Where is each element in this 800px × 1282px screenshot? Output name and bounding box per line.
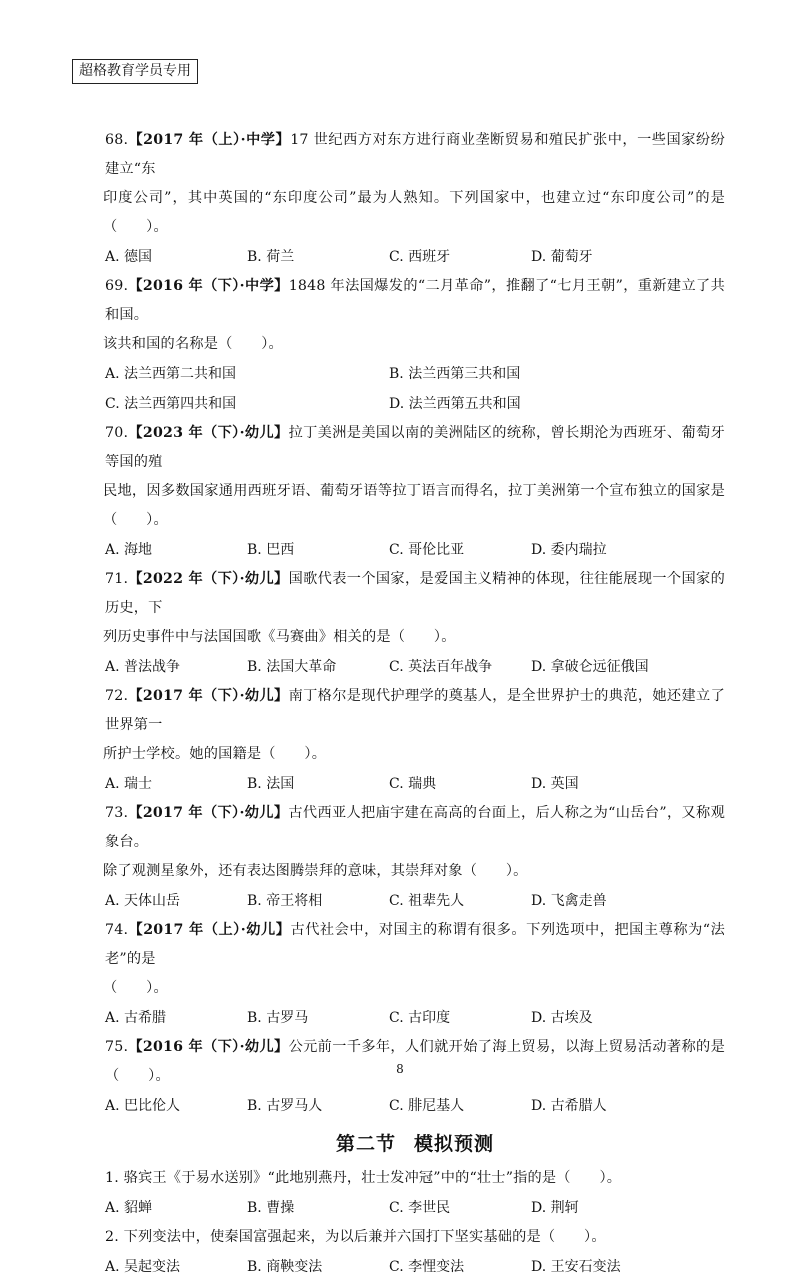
option-d: D. 古埃及 — [531, 1010, 593, 1026]
option-c: C. 古印度 — [389, 1010, 451, 1026]
option-d: D. 飞禽走兽 — [531, 893, 607, 909]
option-b: B. 商鞅变法 — [247, 1259, 323, 1275]
option-c: C. 瑞典 — [389, 776, 437, 792]
question-source-tag: 【2017 年（下）·幼儿】 — [128, 688, 289, 704]
option-a: A. 天体山岳 — [105, 893, 181, 909]
question-number: 71. — [105, 571, 129, 587]
option-d: D. 委内瑞拉 — [531, 542, 607, 558]
option-c: C. 李悝变法 — [389, 1259, 465, 1275]
question-text-continued: 列历史事件中与法国国歌《马赛曲》相关的是（ ）。 — [103, 629, 456, 645]
question-73 — [105, 799, 725, 886]
question-text-continued: 所护士学校。她的国籍是（ ）。 — [103, 746, 327, 762]
options-74 — [105, 1003, 725, 1033]
question-number: 68. — [105, 132, 129, 148]
option-d: D. 葡萄牙 — [531, 249, 593, 265]
watermark-label: 超格教育学员专用 — [72, 59, 198, 84]
question-number: 74. — [105, 922, 129, 938]
option-d: D. 古希腊人 — [531, 1098, 607, 1114]
question-source-tag: 【2022 年（下）·幼儿】 — [128, 571, 289, 587]
option-b: B. 帝王将相 — [247, 893, 323, 909]
options-70 — [105, 535, 725, 565]
options-72 — [105, 769, 725, 799]
section-title — [105, 1124, 725, 1164]
question-text-continued: 民地，因多数国家通用西班牙语、葡萄牙语等拉丁语言而得名，拉丁美洲第一个宣布独立的国家是（ ）。 — [103, 483, 725, 528]
option-c: C. 哥伦比亚 — [389, 542, 465, 558]
options-68 — [105, 242, 725, 272]
option-b: B. 法国大革命 — [247, 659, 337, 675]
option-b: B. 法兰西第三共和国 — [389, 366, 521, 382]
mock-options-1 — [105, 1193, 725, 1223]
options-75 — [105, 1091, 725, 1121]
option-a: A. 法兰西第二共和国 — [105, 366, 237, 382]
question-71 — [105, 565, 725, 652]
question-68 — [105, 126, 725, 242]
option-a: A. 海地 — [105, 542, 153, 558]
option-a: A. 普法战争 — [105, 659, 181, 675]
question-text: 拉丁美洲是美国以南的美洲陆区的统称，曾长期沦为西班牙、葡萄牙等国的殖 — [105, 425, 725, 470]
section-title-part2: 模拟预测 — [414, 1133, 495, 1155]
options-69-row1 — [105, 359, 725, 389]
question-source-tag: 【2017 年（上）·幼儿】 — [128, 922, 291, 938]
question-74 — [105, 916, 725, 1003]
question-text: 公元前一千多年，人们就开始了海上贸易，以海上贸易活动著称的是（ ）。 — [105, 1039, 725, 1084]
question-number: 69. — [105, 278, 129, 294]
question-text: 2. 下列变法中，使秦国富强起来，为以后兼并六国打下坚实基础的是（ ）。 — [105, 1229, 606, 1245]
options-69-row2 — [105, 389, 725, 419]
mock-question-2 — [105, 1223, 725, 1252]
question-number: 70. — [105, 425, 129, 441]
question-text-continued: 印度公司”，其中英国的“东印度公司”最为人熟知。下列国家中，也建立过“东印度公司”的是（ ）。 — [103, 190, 725, 235]
option-a: A. 巴比伦人 — [105, 1098, 181, 1114]
option-b: B. 曹操 — [247, 1200, 295, 1216]
question-source-tag: 【2017 年（上）·中学】 — [128, 132, 291, 148]
question-text: 南丁格尔是现代护理学的奠基人，是全世界护士的典范，她还建立了世界第一 — [105, 688, 725, 733]
mock-question-1 — [105, 1164, 725, 1193]
section-title-part1: 第二节 — [335, 1133, 396, 1155]
question-text: 古代社会中，对国主的称谓有很多。下列选项中，把国主尊称为“法老”的是 — [105, 922, 725, 967]
question-source-tag: 【2017 年（下）·幼儿】 — [128, 805, 289, 821]
question-text: 1848 年法国爆发的“二月革命”，推翻了“七月王朝”，重新建立了共和国。 — [105, 278, 725, 323]
option-c: C. 李世民 — [389, 1200, 451, 1216]
options-71 — [105, 652, 725, 682]
question-text-continued: （ ）。 — [103, 980, 168, 996]
question-source-tag: 【2016 年（下）·幼儿】 — [128, 1039, 289, 1055]
option-c: C. 英法百年战争 — [389, 659, 493, 675]
question-69 — [105, 272, 725, 359]
question-source-tag: 【2023 年（下）·幼儿】 — [128, 425, 289, 441]
option-d: D. 拿破仑远征俄国 — [531, 659, 649, 675]
question-70 — [105, 419, 725, 535]
option-a: A. 貂蝉 — [105, 1200, 153, 1216]
question-text: 古代西亚人把庙宇建在高高的台面上，后人称之为“山岳台”，又称观象台。 — [105, 805, 725, 850]
question-text: 17 世纪西方对东方进行商业垄断贸易和殖民扩张中，一些国家纷纷建立“东 — [105, 132, 726, 177]
question-number: 73. — [105, 805, 129, 821]
question-text-continued: 该共和国的名称是（ ）。 — [103, 336, 283, 352]
option-b: B. 荷兰 — [247, 249, 295, 265]
option-a: A. 瑞士 — [105, 776, 153, 792]
option-d: D. 荆轲 — [531, 1200, 579, 1216]
question-number: 75. — [105, 1039, 129, 1055]
question-text: 1. 骆宾王《于易水送别》“此地别燕丹，壮士发冲冠”中的“壮士”指的是（ ）。 — [105, 1170, 622, 1186]
question-number: 72. — [105, 688, 129, 704]
option-c: C. 祖辈先人 — [389, 893, 465, 909]
question-text: 国歌代表一个国家，是爱国主义精神的体现，往往能展现一个国家的历史，下 — [105, 571, 725, 616]
option-c: C. 法兰西第四共和国 — [105, 396, 237, 412]
page-number: 8 — [396, 1062, 404, 1076]
question-source-tag: 【2016 年（下）·中学】 — [128, 278, 289, 294]
option-c: C. 西班牙 — [389, 249, 451, 265]
mock-options-2 — [105, 1252, 725, 1282]
content-area — [105, 126, 725, 1282]
question-72 — [105, 682, 725, 769]
option-b: B. 巴西 — [247, 542, 295, 558]
option-a: A. 吴起变法 — [105, 1259, 181, 1275]
option-d: D. 英国 — [531, 776, 579, 792]
option-b: B. 法国 — [247, 776, 295, 792]
option-d: D. 法兰西第五共和国 — [389, 396, 521, 412]
option-a: A. 古希腊 — [105, 1010, 167, 1026]
option-d: D. 王安石变法 — [531, 1259, 621, 1275]
question-text-continued: 除了观测星象外，还有表达图腾崇拜的意味，其崇拜对象（ ）。 — [103, 863, 528, 879]
option-b: B. 古罗马 — [247, 1010, 309, 1026]
option-a: A. 德国 — [105, 249, 153, 265]
option-b: B. 古罗马人 — [247, 1098, 323, 1114]
options-73 — [105, 886, 725, 916]
option-c: C. 腓尼基人 — [389, 1098, 465, 1114]
